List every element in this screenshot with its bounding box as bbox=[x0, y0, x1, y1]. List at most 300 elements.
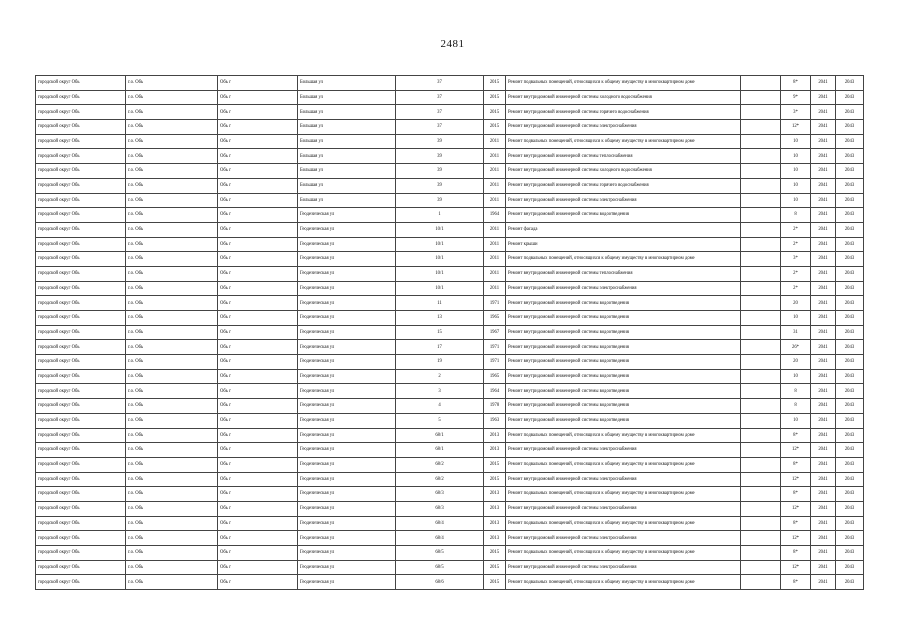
value-cell: 12* bbox=[781, 443, 811, 458]
municipality-cell: городской округ Обь bbox=[36, 237, 126, 252]
year-cell: 2013 bbox=[484, 501, 506, 516]
year-cell: 1967 bbox=[484, 325, 506, 340]
district-cell: г.о. Обь bbox=[126, 178, 218, 193]
value-cell: 12* bbox=[781, 560, 811, 575]
street-cell: Геодезическая ул bbox=[298, 546, 396, 561]
start-year-cell: 2041 bbox=[811, 516, 836, 531]
year-cell: 1978 bbox=[484, 399, 506, 414]
year-cell: 1971 bbox=[484, 296, 506, 311]
year-cell: 2015 bbox=[484, 76, 506, 91]
end-year-cell: 2043 bbox=[836, 105, 864, 120]
blank-cell bbox=[741, 178, 781, 193]
street-cell: Геодезическая ул bbox=[298, 237, 396, 252]
district-cell: г.о. Обь bbox=[126, 531, 218, 546]
blank-cell bbox=[741, 222, 781, 237]
start-year-cell: 2041 bbox=[811, 399, 836, 414]
table-row bbox=[36, 487, 864, 502]
blank-cell bbox=[741, 208, 781, 223]
value-cell: 3* bbox=[781, 252, 811, 267]
house-number-cell: 13 bbox=[396, 311, 484, 326]
blank-cell bbox=[741, 428, 781, 443]
street-cell: Геодезическая ул bbox=[298, 399, 396, 414]
year-cell: 1965 bbox=[484, 311, 506, 326]
house-number-cell: 68/3 bbox=[396, 501, 484, 516]
end-year-cell: 2043 bbox=[836, 501, 864, 516]
year-cell: 2015 bbox=[484, 105, 506, 120]
municipality-cell: городской округ Обь bbox=[36, 311, 126, 326]
street-cell: Геодезическая ул bbox=[298, 296, 396, 311]
street-cell: Геодезическая ул bbox=[298, 457, 396, 472]
start-year-cell: 2041 bbox=[811, 355, 836, 370]
house-number-cell: 37 bbox=[396, 76, 484, 91]
blank-cell bbox=[741, 560, 781, 575]
year-cell: 1963 bbox=[484, 413, 506, 428]
municipality-cell: городской округ Обь bbox=[36, 266, 126, 281]
street-cell: Геодезическая ул bbox=[298, 222, 396, 237]
street-cell: Геодезическая ул bbox=[298, 281, 396, 296]
city-cell: Обь г bbox=[218, 208, 298, 223]
blank-cell bbox=[741, 296, 781, 311]
district-cell: г.о. Обь bbox=[126, 237, 218, 252]
end-year-cell: 2043 bbox=[836, 164, 864, 179]
value-cell: 12* bbox=[781, 472, 811, 487]
start-year-cell: 2041 bbox=[811, 222, 836, 237]
street-cell: Геодезическая ул bbox=[298, 311, 396, 326]
street-cell: Большая ул bbox=[298, 149, 396, 164]
district-cell: г.о. Обь bbox=[126, 149, 218, 164]
district-cell: г.о. Обь bbox=[126, 120, 218, 135]
year-cell: 1971 bbox=[484, 340, 506, 355]
year-cell: 2013 bbox=[484, 531, 506, 546]
start-year-cell: 2041 bbox=[811, 105, 836, 120]
start-year-cell: 2041 bbox=[811, 384, 836, 399]
district-cell: г.о. Обь bbox=[126, 487, 218, 502]
work-type-cell: Ремонт подвальных помещений, относящихся к общему имуществу в многоквартирном доме bbox=[506, 134, 741, 149]
house-number-cell: 68/4 bbox=[396, 531, 484, 546]
district-cell: г.о. Обь bbox=[126, 164, 218, 179]
year-cell: 1965 bbox=[484, 369, 506, 384]
street-cell: Геодезическая ул bbox=[298, 413, 396, 428]
table-row bbox=[36, 149, 864, 164]
value-cell: 10 bbox=[781, 134, 811, 149]
year-cell: 2013 bbox=[484, 428, 506, 443]
blank-cell bbox=[741, 105, 781, 120]
district-cell: г.о. Обь bbox=[126, 399, 218, 414]
blank-cell bbox=[741, 237, 781, 252]
table-row bbox=[36, 501, 864, 516]
blank-cell bbox=[741, 516, 781, 531]
value-cell: 2* bbox=[781, 237, 811, 252]
table-row bbox=[36, 120, 864, 135]
blank-cell bbox=[741, 90, 781, 105]
value-cell: 12* bbox=[781, 120, 811, 135]
city-cell: Обь г bbox=[218, 134, 298, 149]
city-cell: Обь г bbox=[218, 178, 298, 193]
municipality-cell: городской округ Обь bbox=[36, 413, 126, 428]
house-number-cell: 68/2 bbox=[396, 472, 484, 487]
house-number-cell: 37 bbox=[396, 105, 484, 120]
value-cell: 8* bbox=[781, 457, 811, 472]
city-cell: Обь г bbox=[218, 266, 298, 281]
city-cell: Обь г bbox=[218, 311, 298, 326]
end-year-cell: 2043 bbox=[836, 443, 864, 458]
end-year-cell: 2043 bbox=[836, 90, 864, 105]
end-year-cell: 2043 bbox=[836, 546, 864, 561]
end-year-cell: 2043 bbox=[836, 560, 864, 575]
end-year-cell: 2043 bbox=[836, 428, 864, 443]
work-type-cell: Ремонт крыши bbox=[506, 237, 741, 252]
municipality-cell: городской округ Обь bbox=[36, 296, 126, 311]
start-year-cell: 2041 bbox=[811, 487, 836, 502]
year-cell: 2011 bbox=[484, 222, 506, 237]
city-cell: Обь г bbox=[218, 164, 298, 179]
end-year-cell: 2043 bbox=[836, 296, 864, 311]
house-number-cell: 68/1 bbox=[396, 428, 484, 443]
blank-cell bbox=[741, 472, 781, 487]
house-number-cell: 68/4 bbox=[396, 516, 484, 531]
table-row bbox=[36, 575, 864, 590]
district-cell: г.о. Обь bbox=[126, 134, 218, 149]
blank-cell bbox=[741, 164, 781, 179]
value-cell: 10 bbox=[781, 164, 811, 179]
work-type-cell: Ремонт фасада bbox=[506, 222, 741, 237]
blank-cell bbox=[741, 193, 781, 208]
work-type-cell: Ремонт внутридомовой инженерной системы электроснабжения bbox=[506, 560, 741, 575]
house-number-cell: 10/1 bbox=[396, 281, 484, 296]
value-cell: 10 bbox=[781, 178, 811, 193]
district-cell: г.о. Обь bbox=[126, 105, 218, 120]
district-cell: г.о. Обь bbox=[126, 296, 218, 311]
start-year-cell: 2041 bbox=[811, 90, 836, 105]
table-row bbox=[36, 222, 864, 237]
table-row bbox=[36, 472, 864, 487]
year-cell: 2011 bbox=[484, 252, 506, 267]
work-type-cell: Ремонт внутридомовой инженерной системы водоотведения bbox=[506, 325, 741, 340]
street-cell: Геодезическая ул bbox=[298, 325, 396, 340]
blank-cell bbox=[741, 384, 781, 399]
table-row bbox=[36, 193, 864, 208]
start-year-cell: 2041 bbox=[811, 340, 836, 355]
city-cell: Обь г bbox=[218, 487, 298, 502]
city-cell: Обь г bbox=[218, 149, 298, 164]
start-year-cell: 2041 bbox=[811, 428, 836, 443]
work-type-cell: Ремонт внутридомовой инженерной системы водоотведения bbox=[506, 340, 741, 355]
street-cell: Геодезическая ул bbox=[298, 340, 396, 355]
blank-cell bbox=[741, 487, 781, 502]
work-type-cell: Ремонт внутридомовой инженерной системы теплоснабжения bbox=[506, 149, 741, 164]
street-cell: Геодезическая ул bbox=[298, 266, 396, 281]
start-year-cell: 2041 bbox=[811, 120, 836, 135]
house-number-cell: 3 bbox=[396, 384, 484, 399]
end-year-cell: 2043 bbox=[836, 399, 864, 414]
city-cell: Обь г bbox=[218, 281, 298, 296]
district-cell: г.о. Обь bbox=[126, 443, 218, 458]
end-year-cell: 2043 bbox=[836, 178, 864, 193]
district-cell: г.о. Обь bbox=[126, 90, 218, 105]
house-number-cell: 10/1 bbox=[396, 222, 484, 237]
start-year-cell: 2041 bbox=[811, 266, 836, 281]
start-year-cell: 2041 bbox=[811, 472, 836, 487]
municipality-cell: городской округ Обь bbox=[36, 472, 126, 487]
start-year-cell: 2041 bbox=[811, 178, 836, 193]
street-cell: Большая ул bbox=[298, 76, 396, 91]
work-type-cell: Ремонт внутридомовой инженерной системы холодного водоснабжения bbox=[506, 90, 741, 105]
blank-cell bbox=[741, 149, 781, 164]
municipality-cell: городской округ Обь bbox=[36, 560, 126, 575]
house-number-cell: 68/2 bbox=[396, 457, 484, 472]
end-year-cell: 2043 bbox=[836, 311, 864, 326]
street-cell: Большая ул bbox=[298, 193, 396, 208]
value-cell: 10 bbox=[781, 193, 811, 208]
value-cell: 26* bbox=[781, 340, 811, 355]
city-cell: Обь г bbox=[218, 325, 298, 340]
blank-cell bbox=[741, 369, 781, 384]
house-number-cell: 37 bbox=[396, 90, 484, 105]
work-type-cell: Ремонт внутридомовой инженерной системы водоотведения bbox=[506, 369, 741, 384]
street-cell: Геодезическая ул bbox=[298, 516, 396, 531]
start-year-cell: 2041 bbox=[811, 164, 836, 179]
value-cell: 8* bbox=[781, 76, 811, 91]
year-cell: 2015 bbox=[484, 575, 506, 590]
house-number-cell: 1 bbox=[396, 208, 484, 223]
city-cell: Обь г bbox=[218, 428, 298, 443]
work-type-cell: Ремонт внутридомовой инженерной системы электроснабжения bbox=[506, 443, 741, 458]
street-cell: Большая ул bbox=[298, 164, 396, 179]
blank-cell bbox=[741, 325, 781, 340]
district-cell: г.о. Обь bbox=[126, 76, 218, 91]
year-cell: 2011 bbox=[484, 149, 506, 164]
start-year-cell: 2041 bbox=[811, 149, 836, 164]
work-type-cell: Ремонт внутридомовой инженерной системы водоотведения bbox=[506, 384, 741, 399]
end-year-cell: 2043 bbox=[836, 575, 864, 590]
municipality-cell: городской округ Обь bbox=[36, 399, 126, 414]
municipality-cell: городской округ Обь bbox=[36, 193, 126, 208]
work-type-cell: Ремонт подвальных помещений, относящихся к общему имуществу в многоквартирном доме bbox=[506, 457, 741, 472]
municipality-cell: городской округ Обь bbox=[36, 281, 126, 296]
house-number-cell: 11 bbox=[396, 296, 484, 311]
end-year-cell: 2043 bbox=[836, 193, 864, 208]
value-cell: 2* bbox=[781, 281, 811, 296]
city-cell: Обь г bbox=[218, 516, 298, 531]
table-row bbox=[36, 237, 864, 252]
work-type-cell: Ремонт подвальных помещений, относящихся к общему имуществу в многоквартирном доме bbox=[506, 546, 741, 561]
city-cell: Обь г bbox=[218, 90, 298, 105]
municipality-cell: городской округ Обь bbox=[36, 501, 126, 516]
work-type-cell: Ремонт внутридомовой инженерной системы электроснабжения bbox=[506, 120, 741, 135]
blank-cell bbox=[741, 355, 781, 370]
work-type-cell: Ремонт внутридомовой инженерной системы водоотведения bbox=[506, 311, 741, 326]
municipality-cell: городской округ Обь bbox=[36, 252, 126, 267]
table-row bbox=[36, 546, 864, 561]
blank-cell bbox=[741, 281, 781, 296]
work-type-cell: Ремонт внутридомовой инженерной системы водоотведения bbox=[506, 208, 741, 223]
municipality-cell: городской округ Обь bbox=[36, 546, 126, 561]
table-row bbox=[36, 311, 864, 326]
blank-cell bbox=[741, 457, 781, 472]
city-cell: Обь г bbox=[218, 443, 298, 458]
value-cell: 8 bbox=[781, 384, 811, 399]
municipality-cell: городской округ Обь bbox=[36, 134, 126, 149]
street-cell: Большая ул bbox=[298, 105, 396, 120]
blank-cell bbox=[741, 501, 781, 516]
city-cell: Обь г bbox=[218, 384, 298, 399]
municipality-cell: городской округ Обь bbox=[36, 105, 126, 120]
table-row bbox=[36, 252, 864, 267]
year-cell: 2015 bbox=[484, 120, 506, 135]
house-number-cell: 68/3 bbox=[396, 487, 484, 502]
municipality-cell: городской округ Обь bbox=[36, 575, 126, 590]
year-cell: 1964 bbox=[484, 384, 506, 399]
value-cell: 8* bbox=[781, 546, 811, 561]
page-number: 2481 bbox=[440, 38, 465, 50]
work-type-cell: Ремонт внутридомовой инженерной системы электроснабжения bbox=[506, 281, 741, 296]
city-cell: Обь г bbox=[218, 546, 298, 561]
start-year-cell: 2041 bbox=[811, 237, 836, 252]
district-cell: г.о. Обь bbox=[126, 575, 218, 590]
table-row bbox=[36, 399, 864, 414]
table-row bbox=[36, 296, 864, 311]
city-cell: Обь г bbox=[218, 501, 298, 516]
house-number-cell: 17 bbox=[396, 340, 484, 355]
house-number-cell: 4 bbox=[396, 399, 484, 414]
house-number-cell: 39 bbox=[396, 149, 484, 164]
city-cell: Обь г bbox=[218, 560, 298, 575]
house-number-cell: 37 bbox=[396, 120, 484, 135]
blank-cell bbox=[741, 76, 781, 91]
start-year-cell: 2041 bbox=[811, 443, 836, 458]
work-type-cell: Ремонт подвальных помещений, относящихся к общему имуществу в многоквартирном доме bbox=[506, 76, 741, 91]
house-number-cell: 39 bbox=[396, 164, 484, 179]
start-year-cell: 2041 bbox=[811, 281, 836, 296]
house-number-cell: 39 bbox=[396, 134, 484, 149]
year-cell: 2015 bbox=[484, 560, 506, 575]
year-cell: 2011 bbox=[484, 237, 506, 252]
year-cell: 2011 bbox=[484, 164, 506, 179]
start-year-cell: 2041 bbox=[811, 457, 836, 472]
work-type-cell: Ремонт внутридомовой инженерной системы электроснабжения bbox=[506, 472, 741, 487]
work-type-cell: Ремонт внутридомовой инженерной системы электроснабжения bbox=[506, 531, 741, 546]
blank-cell bbox=[741, 443, 781, 458]
district-cell: г.о. Обь bbox=[126, 281, 218, 296]
district-cell: г.о. Обь bbox=[126, 340, 218, 355]
city-cell: Обь г bbox=[218, 222, 298, 237]
district-cell: г.о. Обь bbox=[126, 546, 218, 561]
district-cell: г.о. Обь bbox=[126, 384, 218, 399]
end-year-cell: 2043 bbox=[836, 222, 864, 237]
table-row bbox=[36, 531, 864, 546]
table-row bbox=[36, 76, 864, 91]
year-cell: 2015 bbox=[484, 90, 506, 105]
work-type-cell: Ремонт внутридомовой инженерной системы электроснабжения bbox=[506, 193, 741, 208]
house-number-cell: 5 bbox=[396, 413, 484, 428]
house-number-cell: 15 bbox=[396, 325, 484, 340]
capital-repair-table bbox=[35, 75, 864, 590]
municipality-cell: городской округ Обь bbox=[36, 208, 126, 223]
value-cell: 8* bbox=[781, 428, 811, 443]
blank-cell bbox=[741, 340, 781, 355]
district-cell: г.о. Обь bbox=[126, 369, 218, 384]
start-year-cell: 2041 bbox=[811, 369, 836, 384]
work-type-cell: Ремонт внутридомовой инженерной системы водоотведения bbox=[506, 413, 741, 428]
end-year-cell: 2043 bbox=[836, 208, 864, 223]
street-cell: Геодезическая ул bbox=[298, 443, 396, 458]
start-year-cell: 2041 bbox=[811, 76, 836, 91]
blank-cell bbox=[741, 134, 781, 149]
start-year-cell: 2041 bbox=[811, 575, 836, 590]
end-year-cell: 2043 bbox=[836, 252, 864, 267]
table-row bbox=[36, 369, 864, 384]
work-type-cell: Ремонт внутридомовой инженерной системы теплоснабжения bbox=[506, 266, 741, 281]
work-type-cell: Ремонт внутридомовой инженерной системы электроснабжения bbox=[506, 501, 741, 516]
end-year-cell: 2043 bbox=[836, 355, 864, 370]
year-cell: 2015 bbox=[484, 457, 506, 472]
city-cell: Обь г bbox=[218, 457, 298, 472]
table-row bbox=[36, 90, 864, 105]
end-year-cell: 2043 bbox=[836, 457, 864, 472]
municipality-cell: городской округ Обь bbox=[36, 369, 126, 384]
house-number-cell: 10/1 bbox=[396, 266, 484, 281]
municipality-cell: городской округ Обь bbox=[36, 222, 126, 237]
value-cell: 2* bbox=[781, 222, 811, 237]
street-cell: Геодезическая ул bbox=[298, 560, 396, 575]
city-cell: Обь г bbox=[218, 575, 298, 590]
street-cell: Геодезическая ул bbox=[298, 575, 396, 590]
district-cell: г.о. Обь bbox=[126, 413, 218, 428]
street-cell: Геодезическая ул bbox=[298, 428, 396, 443]
year-cell: 2015 bbox=[484, 546, 506, 561]
municipality-cell: городской округ Обь bbox=[36, 384, 126, 399]
city-cell: Обь г bbox=[218, 413, 298, 428]
end-year-cell: 2043 bbox=[836, 413, 864, 428]
value-cell: 10 bbox=[781, 149, 811, 164]
table-row bbox=[36, 281, 864, 296]
table-row bbox=[36, 164, 864, 179]
street-cell: Геодезическая ул bbox=[298, 487, 396, 502]
table-row bbox=[36, 516, 864, 531]
district-cell: г.о. Обь bbox=[126, 457, 218, 472]
street-cell: Геодезическая ул bbox=[298, 252, 396, 267]
table-row bbox=[36, 443, 864, 458]
year-cell: 2013 bbox=[484, 516, 506, 531]
value-cell: 31 bbox=[781, 325, 811, 340]
house-number-cell: 10/1 bbox=[396, 252, 484, 267]
year-cell: 2011 bbox=[484, 281, 506, 296]
city-cell: Обь г bbox=[218, 531, 298, 546]
street-cell: Геодезическая ул bbox=[298, 369, 396, 384]
house-number-cell: 2 bbox=[396, 369, 484, 384]
end-year-cell: 2043 bbox=[836, 134, 864, 149]
municipality-cell: городской округ Обь bbox=[36, 457, 126, 472]
city-cell: Обь г bbox=[218, 340, 298, 355]
work-type-cell: Ремонт внутридомовой инженерной системы водоотведения bbox=[506, 355, 741, 370]
end-year-cell: 2043 bbox=[836, 76, 864, 91]
municipality-cell: городской округ Обь bbox=[36, 340, 126, 355]
district-cell: г.о. Обь bbox=[126, 252, 218, 267]
city-cell: Обь г bbox=[218, 120, 298, 135]
year-cell: 2011 bbox=[484, 134, 506, 149]
house-number-cell: 19 bbox=[396, 355, 484, 370]
start-year-cell: 2041 bbox=[811, 311, 836, 326]
value-cell: 10 bbox=[781, 369, 811, 384]
street-cell: Большая ул bbox=[298, 178, 396, 193]
value-cell: 3* bbox=[781, 105, 811, 120]
start-year-cell: 2041 bbox=[811, 134, 836, 149]
district-cell: г.о. Обь bbox=[126, 325, 218, 340]
city-cell: Обь г bbox=[218, 296, 298, 311]
end-year-cell: 2043 bbox=[836, 472, 864, 487]
year-cell: 2013 bbox=[484, 487, 506, 502]
work-type-cell: Ремонт подвальных помещений, относящихся к общему имуществу в многоквартирном доме bbox=[506, 428, 741, 443]
